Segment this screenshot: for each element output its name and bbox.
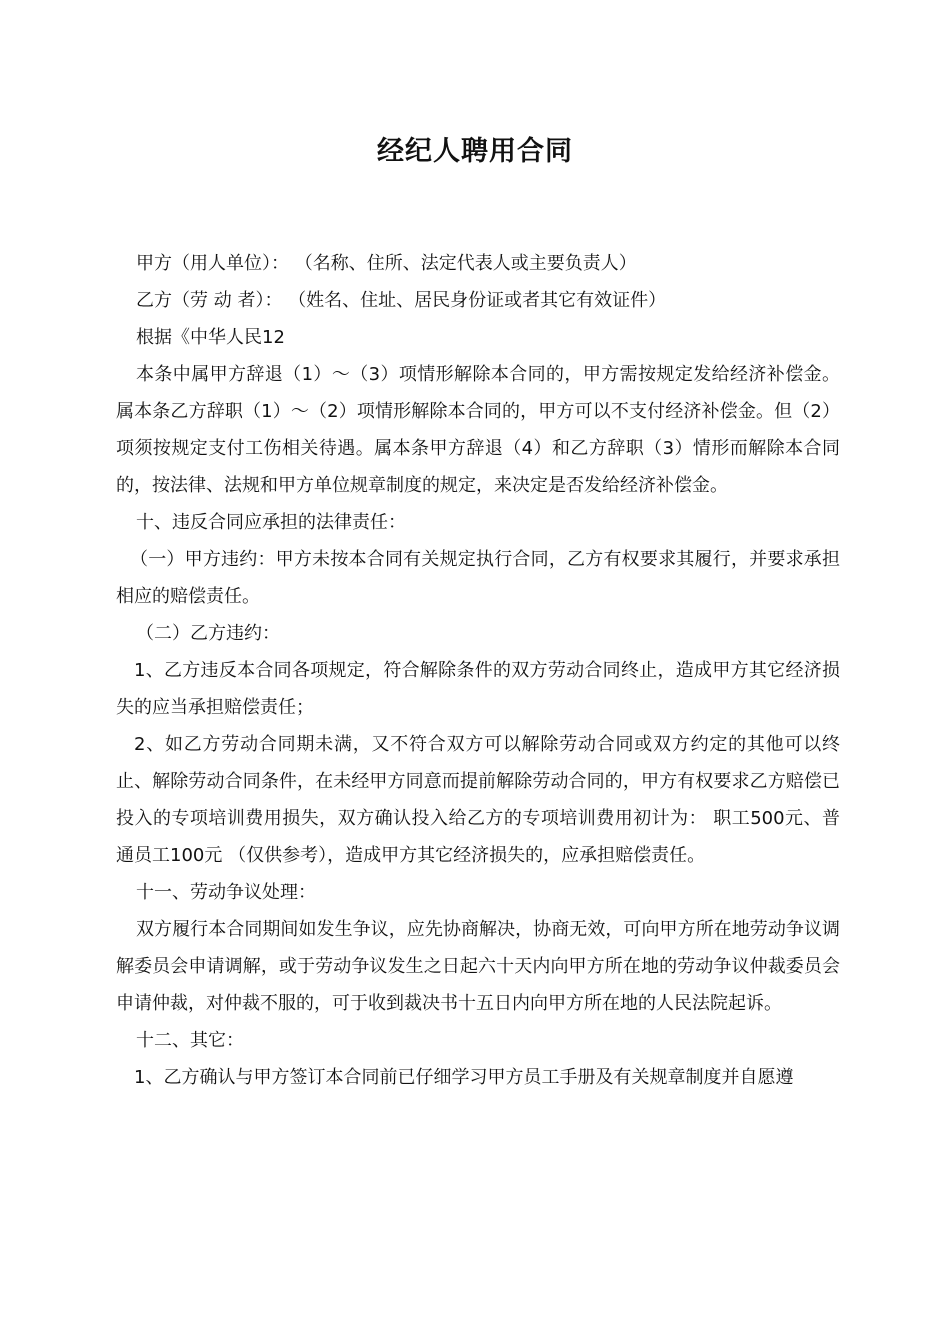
compensation-paragraph: 本条中属甲方辞退（1）～（3）项情形解除本合同的，甲方需按规定发给经济补偿金。属本条乙方辞职（1）～（2）项情形解除本合同的，甲方可以不支付经济补偿金。但（2）项须按规定支付工伤相关待遇。属本条甲方辞退（4）和乙方辞职（3）情形而解除本合同的，按法律、法规和甲方单位规章制度的规定，来决定是否发给经济补偿金。 xyxy=(116,364,840,496)
section-10-heading: 十、违反合同应承担的法律责任： xyxy=(136,512,406,533)
party-b-breach-heading: （二）乙方违约： xyxy=(136,623,280,644)
party-a-breach-paragraph: （一）甲方违约：甲方未按本合同有关规定执行合同，乙方有权要求其履行，并要求承担相应的赔偿责任。 xyxy=(116,549,840,607)
party-a-line: 甲方（用人单位）： （名称、住所、法定代表人或主要负责人） xyxy=(136,253,637,274)
other-item-1: 1、乙方确认与甲方签订本合同前已仔细学习甲方员工手册及有关规章制度并自愿遵 xyxy=(134,1067,794,1088)
document-title: 经纪人聘用合同 xyxy=(377,136,573,167)
party-b-breach-item-2: 2、如乙方劳动合同期未满，又不符合双方可以解除劳动合同或双方约定的其他可以终止、解除劳动合同条件，在未经甲方同意而提前解除劳动合同的，甲方有权要求乙方赔偿已投入的专项培训费用损失，双方确认投入给乙方的专项培训费用初计为： 职工500元、普通员工100元 （仅供参考），造成甲方其它经济损失的，应承担赔偿责任。 xyxy=(116,734,840,866)
document-body xyxy=(116,245,840,1096)
party-b-line: 乙方（劳 动 者）： （姓名、住址、居民身份证或者其它有效证件） xyxy=(136,290,667,311)
dispute-paragraph: 双方履行本合同期间如发生争议，应先协商解决，协商无效，可向甲方所在地劳动争议调解委员会申请调解，或于劳动争议发生之日起六十天内向甲方所在地的劳动争议仲裁委员会申请仲裁，对仲裁不服的，可于收到裁决书十五日内向甲方所在地的人民法院起诉。 xyxy=(116,919,840,1014)
party-b-breach-item-1: 1、乙方违反本合同各项规定，符合解除条件的双方劳动合同终止，造成甲方其它经济损失的应当承担赔偿责任； xyxy=(116,660,840,718)
section-11-heading: 十一、劳动争议处理： xyxy=(136,882,316,903)
basis-line: 根据《中华人民12 xyxy=(136,327,285,348)
section-12-heading: 十二、其它： xyxy=(136,1030,244,1051)
